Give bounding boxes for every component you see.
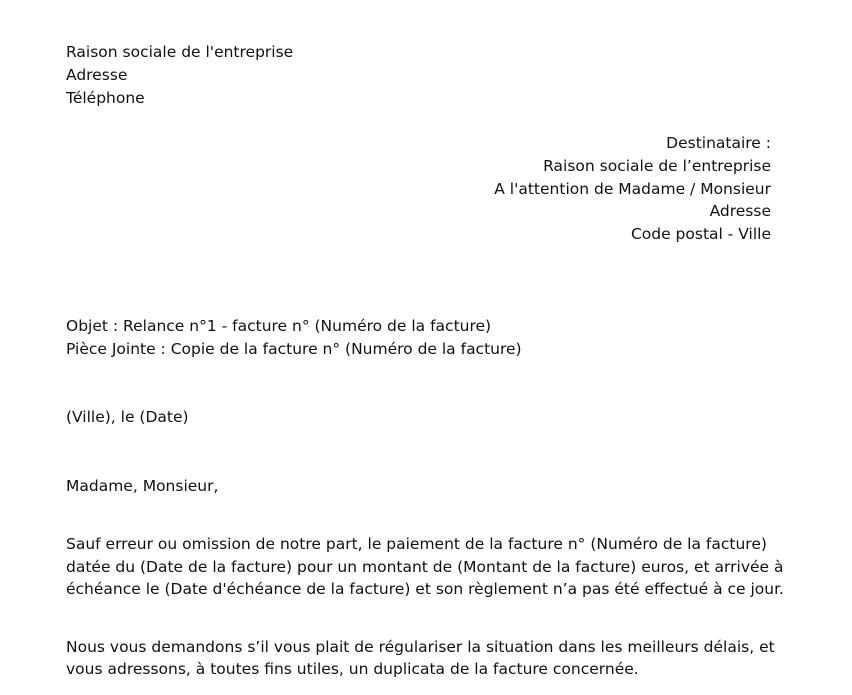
sender-phone: Téléphone — [66, 89, 145, 107]
recipient-company: Raison sociale de l’entreprise — [543, 157, 771, 175]
sender-company: Raison sociale de l'entreprise — [66, 43, 294, 61]
recipient-address: Adresse — [709, 202, 771, 220]
salutation: Madame, Monsieur, — [66, 477, 219, 495]
paragraph-line: vous adressons, à toutes fins utiles, un duplicata de la facture concernée. — [66, 660, 639, 678]
recipient-attention: A l'attention de Madame / Monsieur — [494, 180, 771, 198]
place-date: (Ville), le (Date) — [66, 408, 189, 426]
recipient-heading: Destinataire : — [666, 134, 771, 152]
paragraph-line: Sauf erreur ou omission de notre part, le paiement de la facture n° (Numéro de la facture) — [66, 535, 767, 553]
recipient-city: Code postal - Ville — [630, 225, 771, 243]
subject-attachment: Pièce Jointe : Copie de la facture n° (Numéro de la facture) — [66, 340, 522, 358]
subject-object: Objet : Relance n°1 - facture n° (Numéro de la facture) — [66, 317, 492, 335]
paragraph-line: Nous vous demandons s’il vous plait de régulariser la situation dans les meilleurs délais, et — [66, 638, 775, 656]
paragraph-line: datée du (Date de la facture) pour un montant de (Montant de la facture) euros, et arrivée à — [66, 558, 784, 576]
sender-address: Adresse — [66, 66, 128, 84]
paragraph-line: échéance le (Date d'échéance de la facture) et son règlement n’a pas été effectué à ce jour. — [66, 580, 784, 598]
